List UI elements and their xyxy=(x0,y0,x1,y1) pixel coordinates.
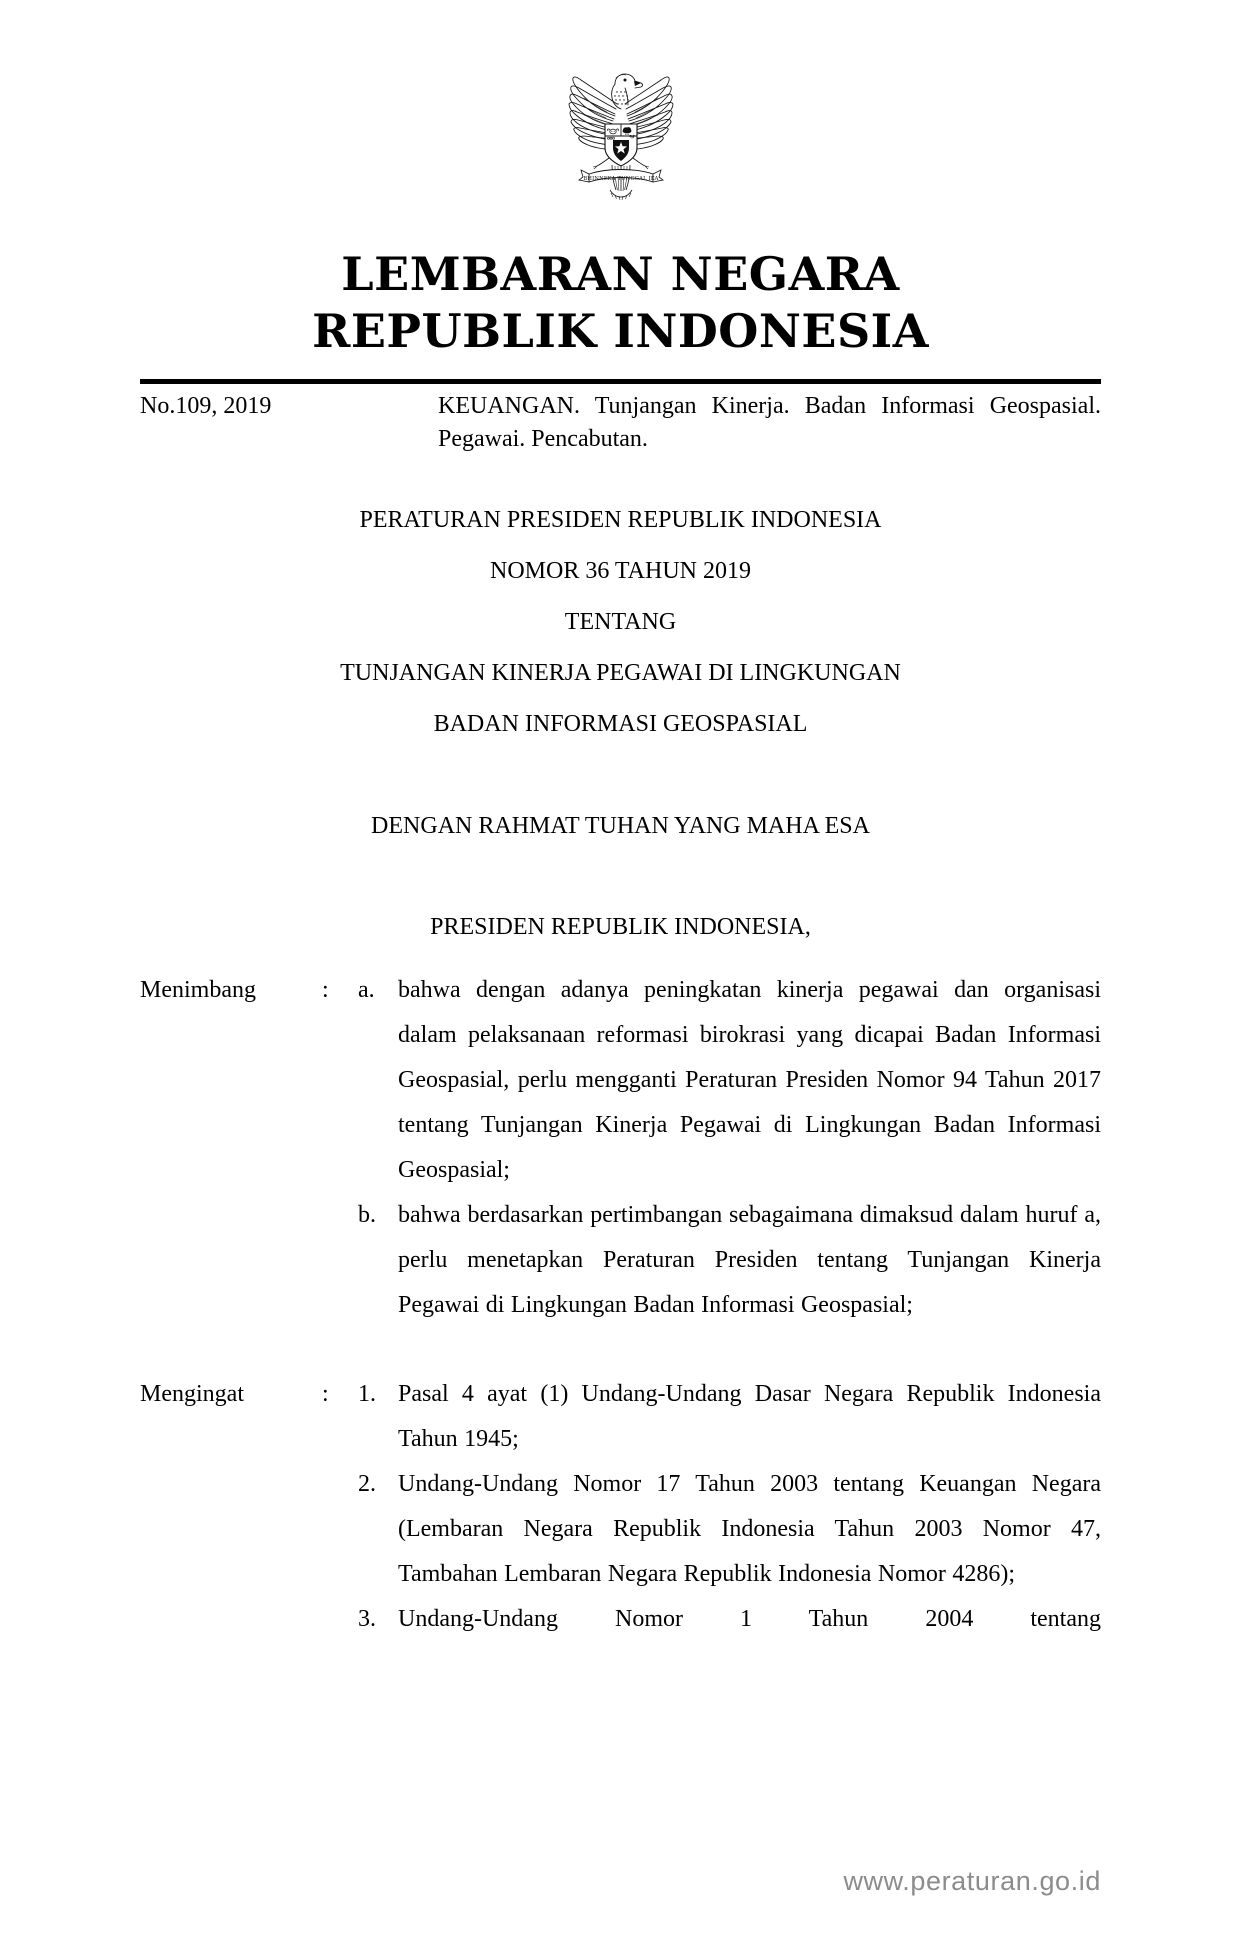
clause-marker: 1. xyxy=(358,1381,376,1407)
clause-item xyxy=(140,968,1101,1193)
clause-item xyxy=(140,1193,1101,1328)
clause-sections xyxy=(140,968,1101,1642)
clause-text: Undang-Undang Nomor 17 Tahun 2003 tentang Keuangan Negara (Lembaran Negara Republik Indonesia Tahun 2003 Nomor 47, Tambahan Lembaran Negara Republik Indonesia Nomor 4286); xyxy=(398,1471,1101,1587)
clause-marker: a. xyxy=(358,977,375,1003)
svg-text:BHINNEKA TUNGGAL IKA: BHINNEKA TUNGGAL IKA xyxy=(582,176,659,182)
title-line-subject-1: TUNJANGAN KINERJA PEGAWAI DI LINGKUNGAN xyxy=(340,660,901,686)
emblem-container xyxy=(0,62,1241,212)
gazette-number: No.109, 2019 xyxy=(140,393,272,419)
gazette-subject: KEUANGAN. Tunjangan Kinerja. Badan Informasi Geospasial. Pegawai. Pencabutan. xyxy=(438,393,1101,452)
title-line-presiden: PRESIDEN REPUBLIK INDONESIA, xyxy=(430,914,811,940)
masthead-line-2: REPUBLIK INDONESIA xyxy=(312,304,929,358)
footer-watermark: www.peraturan.go.id xyxy=(843,1866,1101,1896)
clause-item xyxy=(140,1372,1101,1462)
clause-group-menimbang xyxy=(140,968,1101,1328)
clause-label-menimbang: Menimbang xyxy=(140,977,256,1003)
clause-item xyxy=(140,1462,1101,1597)
motto-ribbon xyxy=(579,170,663,183)
masthead xyxy=(0,246,1241,360)
title-line-tentang: TENTANG xyxy=(564,609,677,635)
pancasila-shield xyxy=(605,124,637,166)
clause-group-mengingat xyxy=(140,1372,1101,1642)
clause-marker: 2. xyxy=(358,1471,376,1497)
masthead-line-1: LEMBARAN NEGARA xyxy=(341,247,900,301)
title-line-peraturan: PERATURAN PRESIDEN REPUBLIK INDONESIA xyxy=(359,507,882,533)
clause-marker: 3. xyxy=(358,1606,376,1632)
clause-text: bahwa berdasarkan pertimbangan sebagaimana dimaksud dalam huruf a, perlu menetapkan Peraturan Presiden tentang Tunjangan Kinerja Pegawai di Lingkungan Badan Informasi Geospasial; xyxy=(398,1202,1101,1318)
clause-marker: b. xyxy=(358,1202,376,1228)
regulation-title-block xyxy=(0,495,1241,953)
masthead-divider xyxy=(140,379,1101,384)
title-line-rahmat: DENGAN RAHMAT TUHAN YANG MAHA ESA xyxy=(371,813,870,839)
gazette-header xyxy=(140,390,1101,456)
clause-text: Undang-Undang Nomor 1 Tahun 2004 tentang xyxy=(398,1606,1101,1632)
clause-text: bahwa dengan adanya peningkatan kinerja pegawai dan organisasi dalam pelaksanaan reformasi birokrasi yang dicapai Badan Informasi Geospasial, perlu mengganti Peraturan Presiden Nomor 94 Tahun 2017 tentang Tunjangan Kinerja Pegawai di Lingkungan Badan Informasi Geospasial; xyxy=(398,977,1101,1183)
clause-colon: : xyxy=(322,977,329,1003)
title-line-subject-2: BADAN INFORMASI GEOSPASIAL xyxy=(433,711,808,737)
clause-item xyxy=(140,1597,1101,1642)
clause-colon: : xyxy=(322,1381,329,1407)
clause-text: Pasal 4 ayat (1) Undang-Undang Dasar Negara Republik Indonesia Tahun 1945; xyxy=(398,1381,1101,1452)
title-line-nomor: NOMOR 36 TAHUN 2019 xyxy=(490,558,751,584)
garuda-pancasila-emblem xyxy=(537,62,705,212)
clause-label-mengingat: Mengingat xyxy=(140,1381,244,1407)
